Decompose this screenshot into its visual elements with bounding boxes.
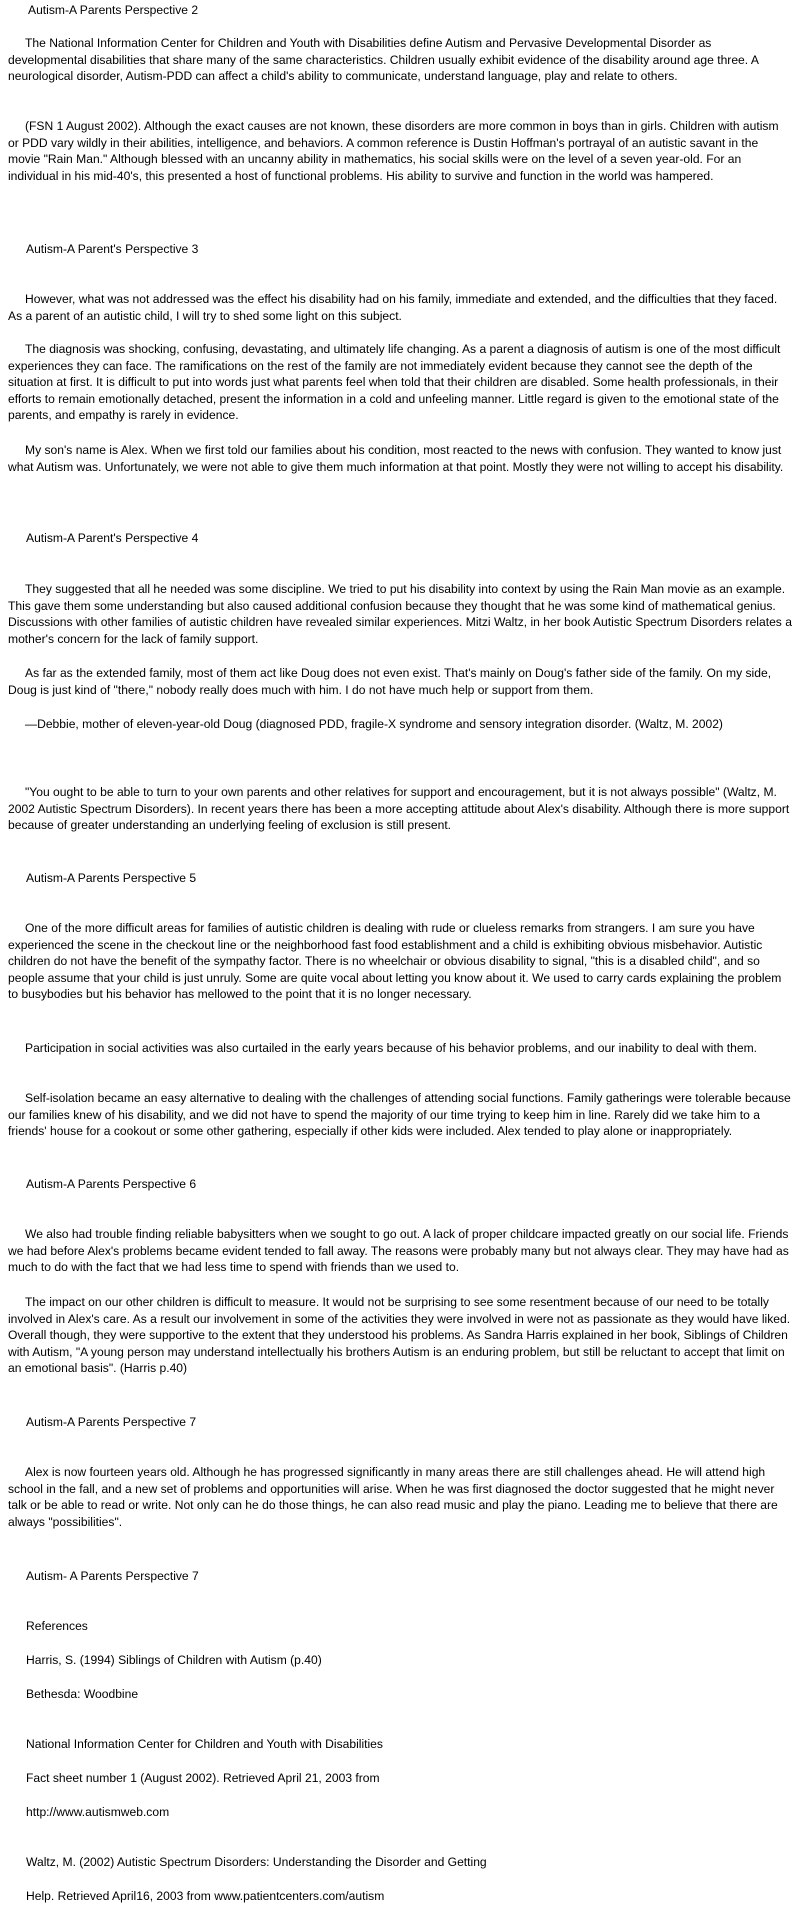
section-heading: Autism-A Parents Perspective 5 [26, 871, 197, 885]
paragraph: However, what was not addressed was the effect his disability had on his family, immediate and extended, and the difficulties that they faced. As a parent of an autistic child, I will try to shed some light on this subject. [8, 292, 778, 323]
reference-line: Help. Retrieved April16, 2003 from www.patientcenters.com/autism [26, 1889, 385, 1903]
document-title: Autism-A Parents Perspective 2 [28, 3, 199, 17]
reference-line: National Information Center for Children and Youth with Disabilities [26, 1737, 383, 1751]
paragraph: —Debbie, mother of eleven-year-old Doug (diagnosed PDD, fragile-X syndrome and sensory integration disorder. (Waltz, M. 2002) [25, 717, 723, 731]
reference-line: Waltz, M. (2002) Autistic Spectrum Disorders: Understanding the Disorder and Getting [26, 1855, 487, 1869]
section-heading: Autism- A Parents Perspective 7 [26, 1569, 199, 1583]
reference-line: Fact sheet number 1 (August 2002). Retrieved April 21, 2003 from [26, 1771, 380, 1785]
paragraph: We also had trouble finding reliable babysitters when we sought to go out. A lack of proper childcare impacted greatly on our social life. Friends we had before Alex's problems became evident tended to fall away. The reasons were probably many but not always clear. They may have had as much to do with the fact that we had less time to spend with friends than we used to. [8, 1227, 789, 1275]
references-heading: References [26, 1619, 88, 1633]
reference-link: http://www.autismweb.com [26, 1805, 170, 1819]
paragraph: The diagnosis was shocking, confusing, devastating, and ultimately life changing. As a parent a diagnosis of autism is one of the most difficult experiences they can face. The ramifications on the rest of the family are not immediately evident because they cannot see the depth of the situation at first. It is difficult to put into words just what parents feel when told that their children are disabled. Some health professionals, in their efforts to remain emotionally detached, present the information in a cold and unfeeling manner. Little regard is given to the emotional state of the parents, and empathy is rarely in evidence. [8, 342, 781, 423]
section-heading: Autism-A Parent's Perspective 4 [26, 531, 199, 545]
section-heading: Autism-A Parents Perspective 7 [26, 1415, 197, 1429]
paragraph: One of the more difficult areas for families of autistic children is dealing with rude or clueless remarks from strangers. I am sure you have experienced the scene in the checkout line or the neighborhood fast food establishment and a child is exhibiting obvious misbehavior. Autistic children do not have the benefit of the sympathy factor. There is no wheelchair or obvious disability to signal, "this is a disabled child", and so people assume that your child is just unruly. Some are quite vocal about letting you know about it. We used to carry cards explaining the problem to busybodies but his behavior has mellowed to the point that it is no longer necessary. [8, 921, 782, 1002]
paragraph: The impact on our other children is difficult to measure. It would not be surprising to see some resentment because of our need to be totally involved in Alex's care. As a result our involvement in some of the activities they were involved in were not as passionate as they would have liked. Overall though, they were supportive to the extent that they understood his problems. As Sandra Harris explained in her book, Siblings of Children with Autism, "A young person may understand intellectually his brothers Autism is an enduring problem, but still be reluctant to accept that limit on an emotional basis". (Harris p.40) [8, 1295, 791, 1376]
reference-line: Bethesda: Woodbine [26, 1687, 139, 1701]
reference-line: Harris, S. (1994) Siblings of Children with Autism (p.40) [26, 1653, 322, 1667]
paragraph: The National Information Center for Children and Youth with Disabilities define Autism and Pervasive Developmental Disorder as developmental disabilities that share many of the same characteristics. Children usually exhibit evidence of the disability around age three. A neurological disorder, Autism-PDD can affect a child's ability to communicate, understand language, play and relate to others. [8, 36, 759, 84]
paragraph: "You ought to be able to turn to your own parents and other relatives for support and encouragement, but it is not always possible" (Waltz, M. 2002 Autistic Spectrum Disorders). In recent years there has been a more accepting attitude about Alex's disability. Although there is more support because of greater understanding an underlying feeling of exclusion is still present. [8, 785, 790, 833]
paragraph: Alex is now fourteen years old. Although he has progressed significantly in many areas there are still challenges ahead. He will attend high school in the fall, and a new set of problems and opportunities will arise. When he was first diagnosed the doctor suggested that he might never talk or be able to read or write. Not only can he do those things, he can also read music and play the piano. Leading me to believe that there are always "possibilities". [8, 1465, 778, 1529]
paragraph: My son's name is Alex. When we first told our families about his condition, most reacted to the news with confusion. They wanted to know just what Autism was. Unfortunately, we were not able to give them much information at that point. Mostly they were not willing to accept his disability. [8, 443, 784, 474]
paragraph: (FSN 1 August 2002). Although the exact causes are not known, these disorders are more common in boys than in girls. Children with autism or PDD vary wildly in their abilities, intelligence, and behaviors. A common reference is Dustin Hoffman's portrayal of an autistic savant in the movie "Rain Man." Although blessed with an uncanny ability in mathematics, his social skills were on the level of a seven year-old. For an individual in his mid-40's, this presented a host of functional problems. His ability to survive and function in the world was hampered. [8, 119, 779, 183]
section-heading: Autism-A Parent's Perspective 3 [26, 242, 199, 256]
paragraph: As far as the extended family, most of them act like Doug does not even exist. That's mainly on Doug's father side of the family. On my side, Doug is just kind of "there," nobody really does much with him. I do not have much help or support from them. [8, 666, 772, 697]
paragraph: They suggested that all he needed was some discipline. We tried to put his disability into context by using the Rain Man movie as an example. This gave them some understanding but also caused additional confusion because they thought that he was some kind of mathematical genius. Discussions with other families of autistic children have revealed similar experiences. Mitzi Waltz, in her book Autistic Spectrum Disorders relates a mother's concern for the lack of family support. [8, 582, 792, 646]
paragraph: Self-isolation became an easy alternative to dealing with the challenges of attending social functions. Family gatherings were tolerable because our families knew of his disability, and we did not have to spend the majority of our time trying to keep him in line. Rarely did we take him to a friends' house for a cookout or some other gathering, especially if other kids were included. Alex tended to play alone or inappropriately. [8, 1091, 791, 1139]
section-heading: Autism-A Parents Perspective 6 [26, 1177, 197, 1191]
paragraph: Participation in social activities was also curtailed in the early years because of his behavior problems, and our inability to deal with them. [25, 1041, 758, 1055]
